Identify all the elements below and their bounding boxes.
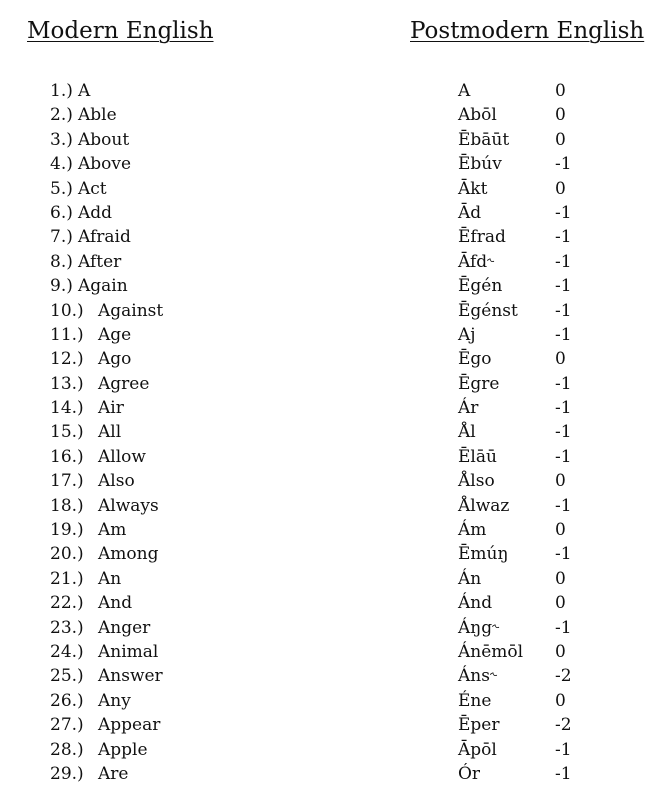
postmodern-word: Ēlāū	[458, 446, 497, 467]
row-number: 26.)	[50, 690, 84, 711]
row-number: 12.)	[50, 349, 84, 370]
postmodern-word: Ánd	[458, 593, 493, 614]
row-number: 1.)	[50, 81, 73, 101]
row-number: 19.)	[50, 520, 84, 541]
word-row	[0, 542, 655, 566]
postmodern-word: Ålso	[458, 471, 495, 492]
modern-word: Answer	[98, 666, 163, 687]
postmodern-word: Ēmúŋ	[458, 544, 509, 565]
word-row	[0, 420, 655, 444]
postmodern-word: Ēgénst	[458, 300, 518, 321]
postmodern-word: Áŋg˞	[458, 617, 500, 638]
row-number: 25.)	[50, 666, 84, 687]
postmodern-word: Éne	[458, 690, 492, 711]
modern-word: About	[78, 129, 130, 150]
modern-word: Agree	[98, 373, 150, 394]
postmodern-english-heading: Postmodern English	[410, 18, 645, 44]
word-row	[0, 372, 655, 396]
postmodern-word: Āfd˞	[458, 251, 495, 272]
row-score: -1	[555, 202, 572, 223]
row-score: -2	[555, 666, 572, 687]
word-list	[0, 79, 655, 786]
row-number: 14.)	[50, 398, 84, 419]
postmodern-word: Ám	[458, 520, 487, 541]
postmodern-word: Ór	[458, 763, 481, 784]
modern-word: Allow	[98, 446, 146, 467]
row-score: -1	[555, 300, 572, 321]
row-number: 15.)	[50, 422, 84, 443]
row-score: -1	[555, 154, 572, 175]
word-row	[0, 664, 655, 688]
row-number: 20.)	[50, 544, 84, 565]
row-score: 0	[555, 129, 566, 150]
modern-word: Add	[78, 202, 113, 223]
postmodern-word: A	[458, 81, 471, 101]
row-score: 0	[555, 471, 566, 492]
row-score: 0	[555, 568, 566, 589]
modern-word: Apple	[98, 739, 148, 760]
word-row	[0, 713, 655, 737]
modern-word: Air	[98, 398, 124, 419]
word-row	[0, 396, 655, 420]
modern-word: Age	[98, 324, 132, 345]
row-score: -1	[555, 324, 572, 345]
modern-word: Able	[78, 105, 117, 126]
modern-word: Ago	[98, 349, 132, 370]
word-row	[0, 591, 655, 615]
word-row	[0, 299, 655, 323]
word-row	[0, 274, 655, 298]
row-number: 3.)	[50, 129, 73, 150]
row-number: 9.)	[50, 276, 73, 297]
row-score: -1	[555, 544, 572, 565]
modern-word: Above	[78, 154, 132, 175]
row-number: 17.)	[50, 471, 84, 492]
row-score: -1	[555, 422, 572, 443]
modern-english-heading: Modern English	[27, 18, 214, 44]
row-number: 21.)	[50, 568, 84, 589]
modern-word: An	[98, 568, 122, 589]
modern-word: Against	[98, 300, 164, 321]
row-number: 24.)	[50, 641, 84, 662]
word-row	[0, 738, 655, 762]
modern-word: Again	[78, 276, 128, 297]
row-score: 0	[555, 178, 566, 199]
row-number: 13.)	[50, 373, 84, 394]
postmodern-word: Ākt	[458, 178, 488, 199]
modern-word: Always	[98, 495, 159, 516]
row-number: 28.)	[50, 739, 84, 760]
row-number: 27.)	[50, 715, 84, 736]
row-number: 22.)	[50, 593, 84, 614]
word-row	[0, 640, 655, 664]
row-number: 7.)	[50, 227, 73, 248]
word-row	[0, 567, 655, 591]
row-score: -1	[555, 227, 572, 248]
row-score: -1	[555, 617, 572, 638]
row-number: 5.)	[50, 178, 73, 199]
postmodern-word: Án	[458, 568, 482, 589]
row-score: -1	[555, 251, 572, 272]
word-row	[0, 79, 655, 103]
modern-word: All	[98, 422, 122, 443]
word-row	[0, 347, 655, 371]
word-row	[0, 323, 655, 347]
postmodern-word: Áns˞	[458, 666, 498, 687]
row-score: 0	[555, 520, 566, 541]
row-number: 2.)	[50, 105, 73, 126]
row-score: -1	[555, 763, 572, 784]
row-score: 0	[555, 81, 566, 101]
postmodern-word: Ēbúv	[458, 154, 502, 175]
word-row	[0, 494, 655, 518]
modern-word: Among	[98, 544, 159, 565]
row-score: 0	[555, 349, 566, 370]
postmodern-word: Ēfrad	[458, 227, 506, 248]
postmodern-word: Ēper	[458, 715, 500, 736]
word-row	[0, 225, 655, 249]
modern-word: Act	[78, 178, 107, 199]
modern-word: And	[98, 593, 133, 614]
row-number: 16.)	[50, 446, 84, 467]
postmodern-word: Ålwaz	[458, 495, 510, 516]
word-row	[0, 616, 655, 640]
modern-word: Am	[98, 520, 127, 541]
postmodern-word: Āpōl	[458, 739, 497, 760]
word-row	[0, 250, 655, 274]
postmodern-word: Ēgo	[458, 349, 492, 370]
postmodern-word: Ár	[458, 398, 479, 419]
row-number: 8.)	[50, 251, 73, 272]
row-number: 4.)	[50, 154, 73, 175]
row-score: 0	[555, 593, 566, 614]
modern-word: Are	[98, 763, 129, 784]
row-score: -1	[555, 495, 572, 516]
modern-word: A	[78, 81, 91, 101]
word-row	[0, 152, 655, 176]
word-row	[0, 103, 655, 127]
row-number: 23.)	[50, 617, 84, 638]
row-score: -1	[555, 373, 572, 394]
row-number: 29.)	[50, 763, 84, 784]
word-row	[0, 469, 655, 493]
word-row	[0, 201, 655, 225]
postmodern-word: Ēgre	[458, 373, 500, 394]
word-row	[0, 518, 655, 542]
row-score: -2	[555, 715, 572, 736]
word-row	[0, 128, 655, 152]
word-row	[0, 445, 655, 469]
postmodern-word: Abōl	[458, 105, 497, 126]
word-row	[0, 689, 655, 713]
modern-word: After	[78, 251, 122, 272]
row-score: 0	[555, 641, 566, 662]
row-score: 0	[555, 690, 566, 711]
row-score: -1	[555, 446, 572, 467]
postmodern-word: Ål	[458, 422, 476, 443]
modern-word: Anger	[98, 617, 151, 638]
postmodern-word: Ēbāūt	[458, 129, 510, 150]
row-number: 6.)	[50, 202, 73, 223]
modern-word: Animal	[98, 641, 159, 662]
postmodern-word: Ād	[458, 202, 482, 223]
postmodern-word: Ánēmōl	[458, 641, 524, 662]
modern-word: Also	[98, 471, 135, 492]
postmodern-word: Ēgén	[458, 276, 503, 297]
modern-word: Appear	[98, 715, 161, 736]
modern-word: Afraid	[78, 227, 131, 248]
row-score: -1	[555, 276, 572, 297]
modern-word: Any	[98, 690, 131, 711]
row-score: -1	[555, 398, 572, 419]
row-score: 0	[555, 105, 566, 126]
word-row	[0, 762, 655, 786]
row-number: 18.)	[50, 495, 84, 516]
postmodern-word: Aj	[458, 324, 476, 345]
row-score: -1	[555, 739, 572, 760]
row-number: 10.)	[50, 300, 84, 321]
word-row	[0, 177, 655, 201]
row-number: 11.)	[50, 324, 84, 345]
